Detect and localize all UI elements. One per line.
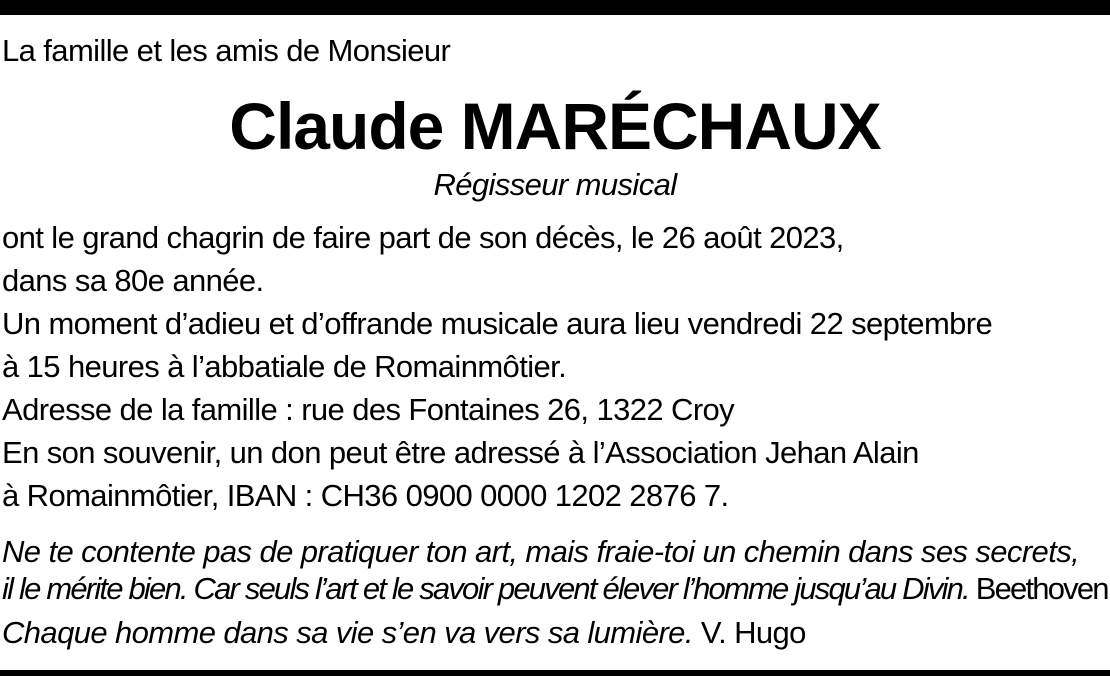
iban-line: à Romainmôtier, IBAN : CH36 0900 0000 1202 2876 7. <box>2 478 729 513</box>
deceased-name: Claude MARÉCHAUX <box>229 89 881 163</box>
body-line: ont le grand chagrin de faire part de son décès, le 26 août 2023, <box>2 220 844 255</box>
body-line: Un moment d’adieu et d’offrande musicale aura lieu vendredi 22 septembre <box>2 306 993 341</box>
intro-text: La famille et les amis de Monsieur <box>2 33 451 68</box>
quote-text: il le mérite bien. Car seuls l’art et le savoir peuvent élever l’homme jusqu’au Divin. <box>2 571 969 606</box>
quote-author: V. Hugo <box>700 615 806 650</box>
quote-author: Beethoven <box>975 571 1108 606</box>
quote-line <box>2 614 806 652</box>
family-address: Adresse de la famille : rue des Fontaines 26, 1322 Croy <box>2 392 735 427</box>
deceased-role: Régisseur musical <box>433 167 677 202</box>
bottom-border <box>0 670 1110 676</box>
donation-line: En son souvenir, un don peut être adressé à l’Association Jehan Alain <box>2 435 919 470</box>
body-line: dans sa 80e année. <box>2 263 264 298</box>
quote-text: Chaque homme dans sa vie s’en va vers sa lumière. <box>2 615 693 650</box>
quote-line: Ne te contente pas de pratiquer ton art, mais fraie-toi un chemin dans ses secrets, <box>2 534 1080 569</box>
body-line: à 15 heures à l’abbatiale de Romainmôtier. <box>2 349 567 384</box>
top-border <box>0 0 1110 15</box>
quote-line <box>2 570 1108 608</box>
